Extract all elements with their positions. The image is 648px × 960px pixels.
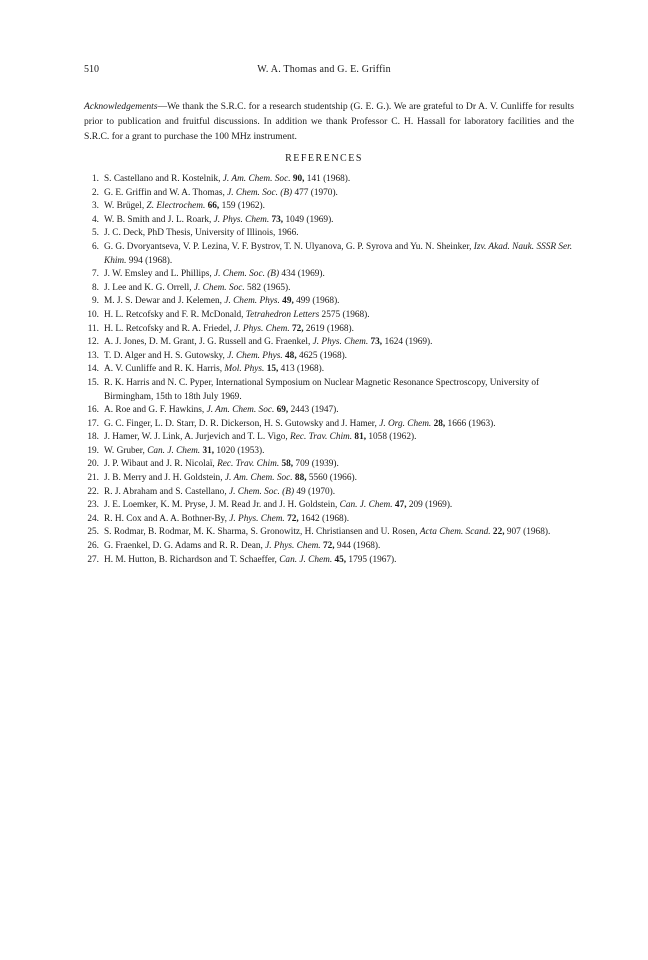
reference-number: 10. <box>87 309 99 320</box>
running-head: W. A. Thomas and G. E. Griffin <box>257 64 391 75</box>
reference-volume: 45, <box>332 554 347 565</box>
reference-pages-year: 994 (1968). <box>126 255 173 266</box>
reference-authors: M. J. S. Dewar and J. Kelemen, <box>104 296 225 307</box>
reference-authors: W. Brügel, <box>104 201 147 212</box>
reference-volume: 58, <box>279 459 294 470</box>
reference-pages-year: 209 (1969). <box>406 500 453 511</box>
reference-number: 15. <box>87 377 99 388</box>
reference-journal: Can. J. Chem. <box>279 554 333 565</box>
reference-item <box>84 499 584 513</box>
reference-text <box>104 187 584 201</box>
reference-authors: G. C. Finger, L. D. Starr, D. R. Dickerson, H. S. Gutowsky and J. Hamer, <box>104 418 380 429</box>
reference-number: 21. <box>87 473 99 484</box>
reference-number: 7. <box>92 269 99 280</box>
reference-item <box>84 309 584 323</box>
reference-journal: Rec. Trav. Chim. <box>290 432 353 443</box>
reference-text <box>104 282 584 296</box>
reference-volume: 31, <box>200 445 215 456</box>
reference-pages-year: 477 (1970). <box>292 187 338 198</box>
reference-number: 19. <box>87 445 99 456</box>
reference-authors: J. W. Emsley and L. Phillips, <box>104 269 215 280</box>
reference-pages-year: 709 (1939). <box>293 459 339 470</box>
reference-journal: J. Am. Chem. Soc. <box>222 174 291 184</box>
reference-number: 1. <box>92 174 99 184</box>
reference-journal: J. Am. Chem. Soc. <box>206 405 275 416</box>
reference-text <box>104 295 584 309</box>
reference-authors: J. Hamer, W. J. Link, A. Jurjevich and T. L. Vigo, <box>104 432 291 443</box>
reference-volume: 49, <box>279 296 294 307</box>
reference-number: 25. <box>87 527 99 538</box>
reference-authors: W. B. Smith and J. L. Roark, <box>104 214 214 225</box>
reference-number: 23. <box>87 500 99 511</box>
reference-text <box>104 431 584 445</box>
reference-number: 16. <box>87 405 99 416</box>
references-heading: REFERENCES <box>285 153 363 164</box>
reference-pages-year: 4625 (1968). <box>296 350 348 361</box>
references-list <box>84 173 584 567</box>
reference-number: 18. <box>87 432 99 443</box>
acknowledgements-text: —We thank the S.R.C. for a research studentship (G. E. G.). We are grateful to Dr A. V. Cunliffe for results prior to publication and fruitful discussions. In addition we thank Professor C. H. Hassall for laboratory facilities and the S.R.C. for a grant to purchase the 100 MHz instrument. <box>84 101 574 142</box>
reference-item <box>84 336 584 350</box>
reference-item <box>84 526 584 540</box>
reference-text <box>104 445 584 459</box>
reference-pages-year: 141 (1968). <box>304 174 351 184</box>
reference-authors: G. E. Griffin and W. A. Thomas, <box>104 187 228 198</box>
reference-authors: R. K. Harris and N. C. Pyper, International Symposium on Nuclear Magnetic Resonance Spectroscopy, University of Birmingham, 15th to 18th July 1969. <box>104 377 540 402</box>
reference-authors: J. B. Merry and J. H. Goldstein, <box>104 473 225 484</box>
reference-authors: A. V. Cunliffe and R. K. Harris, <box>104 364 225 375</box>
reference-number: 20. <box>87 459 99 470</box>
reference-authors: H. L. Retcofsky and F. R. McDonald, <box>104 309 246 320</box>
reference-item <box>84 431 584 445</box>
reference-item <box>84 241 584 268</box>
reference-item <box>84 187 584 201</box>
reference-volume: 47, <box>392 500 407 511</box>
reference-journal: Mol. Phys. <box>224 364 265 375</box>
reference-journal: Can. J. Chem. <box>147 445 201 456</box>
reference-number: 2. <box>92 187 99 198</box>
reference-journal: J. Chem. Soc. (B) <box>227 187 293 198</box>
acknowledgements <box>84 99 574 144</box>
reference-text <box>104 241 584 268</box>
reference-text <box>104 554 584 568</box>
reference-text <box>104 363 584 377</box>
reference-volume: 22, <box>490 527 505 538</box>
reference-text <box>104 309 584 323</box>
reference-item <box>84 173 584 187</box>
reference-journal: J. Chem. Soc. <box>193 282 245 293</box>
reference-item <box>84 445 584 459</box>
reference-authors: J. C. Deck, PhD Thesis, University of Illinois, 1966. <box>104 228 299 239</box>
reference-journal: J. Chem. Soc. (B) <box>214 269 280 280</box>
reference-authors: R. J. Abraham and S. Castellano, <box>104 486 229 497</box>
reference-authors: H. L. Retcofsky and R. A. Friedel, <box>104 323 235 334</box>
reference-item <box>84 404 584 418</box>
reference-pages-year: 1020 (1953). <box>214 445 265 456</box>
reference-journal: Tetrahedron Letters <box>245 309 320 320</box>
reference-item <box>84 323 584 337</box>
reference-number: 13. <box>87 350 99 361</box>
reference-text <box>104 268 584 282</box>
reference-item <box>84 200 584 214</box>
reference-journal: J. Phys. Chem. <box>213 214 270 225</box>
reference-authors: R. H. Cox and A. A. Bothner-By, <box>104 513 230 524</box>
reference-item <box>84 350 584 364</box>
reference-text <box>104 214 584 228</box>
reference-journal: Can. J. Chem. <box>339 500 393 511</box>
reference-text <box>104 404 584 418</box>
reference-pages-year: 944 (1968). <box>334 541 381 552</box>
reference-item <box>84 227 584 241</box>
reference-pages-year: 1642 (1968). <box>298 513 350 524</box>
reference-volume: 72, <box>320 541 335 552</box>
reference-volume: 69, <box>274 405 289 416</box>
reference-text <box>104 173 584 187</box>
reference-pages-year: 5560 (1966). <box>306 473 357 484</box>
reference-number: 26. <box>87 541 99 552</box>
reference-volume: 73, <box>269 214 284 225</box>
reference-pages-year: 1666 (1963). <box>445 418 496 429</box>
reference-text <box>104 458 584 472</box>
reference-number: 11. <box>87 323 99 334</box>
reference-number: 22. <box>87 486 99 497</box>
reference-text <box>104 486 584 500</box>
reference-authors: S. Castellano and R. Kostelnik, <box>104 174 223 184</box>
page-number: 510 <box>84 64 99 75</box>
reference-authors: T. D. Alger and H. S. Gutowsky, <box>104 350 228 361</box>
reference-number: 4. <box>92 214 99 225</box>
reference-volume: 88, <box>292 473 307 484</box>
reference-journal: J. Phys. Chem. <box>265 541 321 552</box>
reference-authors: J. Lee and K. G. Orrell, <box>104 282 194 293</box>
reference-text <box>104 513 584 527</box>
reference-number: 27. <box>87 554 99 565</box>
reference-journal: J. Phys. Chem. <box>229 513 285 524</box>
reference-text <box>104 323 584 337</box>
reference-item <box>84 418 584 432</box>
reference-text <box>104 336 584 350</box>
reference-journal: Z. Electrochem. <box>146 201 206 212</box>
reference-journal: J. Org. Chem. <box>379 418 432 429</box>
reference-number: 12. <box>87 337 99 348</box>
reference-journal: Acta Chem. Scand. <box>419 527 491 538</box>
reference-authors: J. P. Wibaut and J. R. Nicolaï, <box>104 459 218 470</box>
reference-number: 5. <box>92 228 99 239</box>
reference-authors: A. J. Jones, D. M. Grant, J. G. Russell and G. Fraenkel, <box>104 337 313 348</box>
reference-text <box>104 526 584 540</box>
reference-item <box>84 363 584 377</box>
reference-journal: J. Chem. Phys. <box>227 350 283 361</box>
reference-pages-year: 434 (1969). <box>279 269 325 280</box>
reference-item <box>84 214 584 228</box>
page-header <box>0 64 648 80</box>
reference-volume: 90, <box>290 174 305 184</box>
reference-pages-year: 1795 (1967). <box>346 554 397 565</box>
reference-authors: A. Roe and G. F. Hawkins, <box>104 405 207 416</box>
reference-journal: J. Chem. Phys. <box>224 296 280 307</box>
reference-pages-year: 499 (1968). <box>293 296 340 307</box>
reference-item <box>84 295 584 309</box>
reference-authors: J. E. Loemker, K. M. Pryse, J. M. Read Jr. and J. H. Goldstein, <box>104 500 340 511</box>
reference-pages-year: 907 (1968). <box>504 527 551 538</box>
reference-item <box>84 554 584 568</box>
reference-journal: J. Phys. Chem. <box>312 337 369 348</box>
reference-number: 6. <box>92 241 99 252</box>
reference-text <box>104 540 584 554</box>
reference-journal: J. Am. Chem. Soc. <box>224 473 293 484</box>
reference-authors: W. Gruber, <box>104 445 148 456</box>
reference-item <box>84 458 584 472</box>
reference-pages-year: 159 (1962). <box>219 201 265 212</box>
reference-text <box>104 350 584 364</box>
reference-number: 9. <box>92 296 99 307</box>
reference-text <box>104 200 584 214</box>
reference-item <box>84 472 584 486</box>
reference-journal: J. Chem. Soc. (B) <box>228 486 295 497</box>
reference-number: 3. <box>92 201 99 212</box>
reference-volume: 72, <box>284 513 299 524</box>
reference-journal: Izv. Akad. Nauk. SSSR Ser. Khim. <box>104 241 573 266</box>
reference-pages-year: 2575 (1968). <box>319 309 370 320</box>
reference-number: 14. <box>87 364 99 375</box>
reference-text <box>104 418 584 432</box>
reference-authors: G. G. Dvoryantseva, V. P. Lezina, V. F. Bystrov, T. N. Ulyanova, G. P. Syrova and Yu. N. Sheinker, <box>104 241 474 252</box>
reference-volume: 72, <box>289 323 304 334</box>
reference-pages-year: 1624 (1969). <box>382 337 433 348</box>
reference-journal: Rec. Trav. Chim. <box>217 459 280 470</box>
reference-volume: 66, <box>205 201 220 212</box>
reference-authors: H. M. Hutton, B. Richardson and T. Schaeffer, <box>104 554 280 565</box>
reference-pages-year: 1058 (1962). <box>366 432 417 443</box>
reference-item <box>84 486 584 500</box>
reference-item <box>84 513 584 527</box>
reference-number: 24. <box>87 513 99 524</box>
reference-number: 17. <box>87 418 99 429</box>
reference-pages-year: 582 (1965). <box>244 282 291 293</box>
reference-authors: G. Fraenkel, D. G. Adams and R. R. Dean, <box>104 541 266 552</box>
reference-text <box>104 472 584 486</box>
reference-volume: 15, <box>264 364 279 375</box>
reference-pages-year: 1049 (1969). <box>283 214 334 225</box>
reference-pages-year: 2619 (1968). <box>303 323 354 334</box>
reference-item <box>84 377 584 404</box>
reference-volume: 48, <box>282 350 297 361</box>
reference-volume: 28, <box>431 418 446 429</box>
reference-volume: 73, <box>368 337 383 348</box>
reference-text <box>104 377 584 404</box>
reference-item <box>84 540 584 554</box>
reference-authors: S. Rodmar, B. Rodmar, M. K. Sharma, S. Gronowitz, H. Christiansen and U. Rosen, <box>104 527 420 538</box>
reference-journal: J. Phys. Chem. <box>234 323 290 334</box>
reference-item <box>84 282 584 296</box>
reference-volume: 81, <box>352 432 367 443</box>
reference-number: 8. <box>92 282 99 293</box>
acknowledgements-label: Acknowledgements <box>84 101 158 112</box>
reference-item <box>84 268 584 282</box>
reference-text <box>104 499 584 513</box>
reference-text <box>104 227 584 241</box>
reference-pages-year: 413 (1968). <box>278 364 325 375</box>
reference-pages-year: 2443 (1947). <box>288 405 339 416</box>
reference-pages-year: 49 (1970). <box>294 486 336 497</box>
